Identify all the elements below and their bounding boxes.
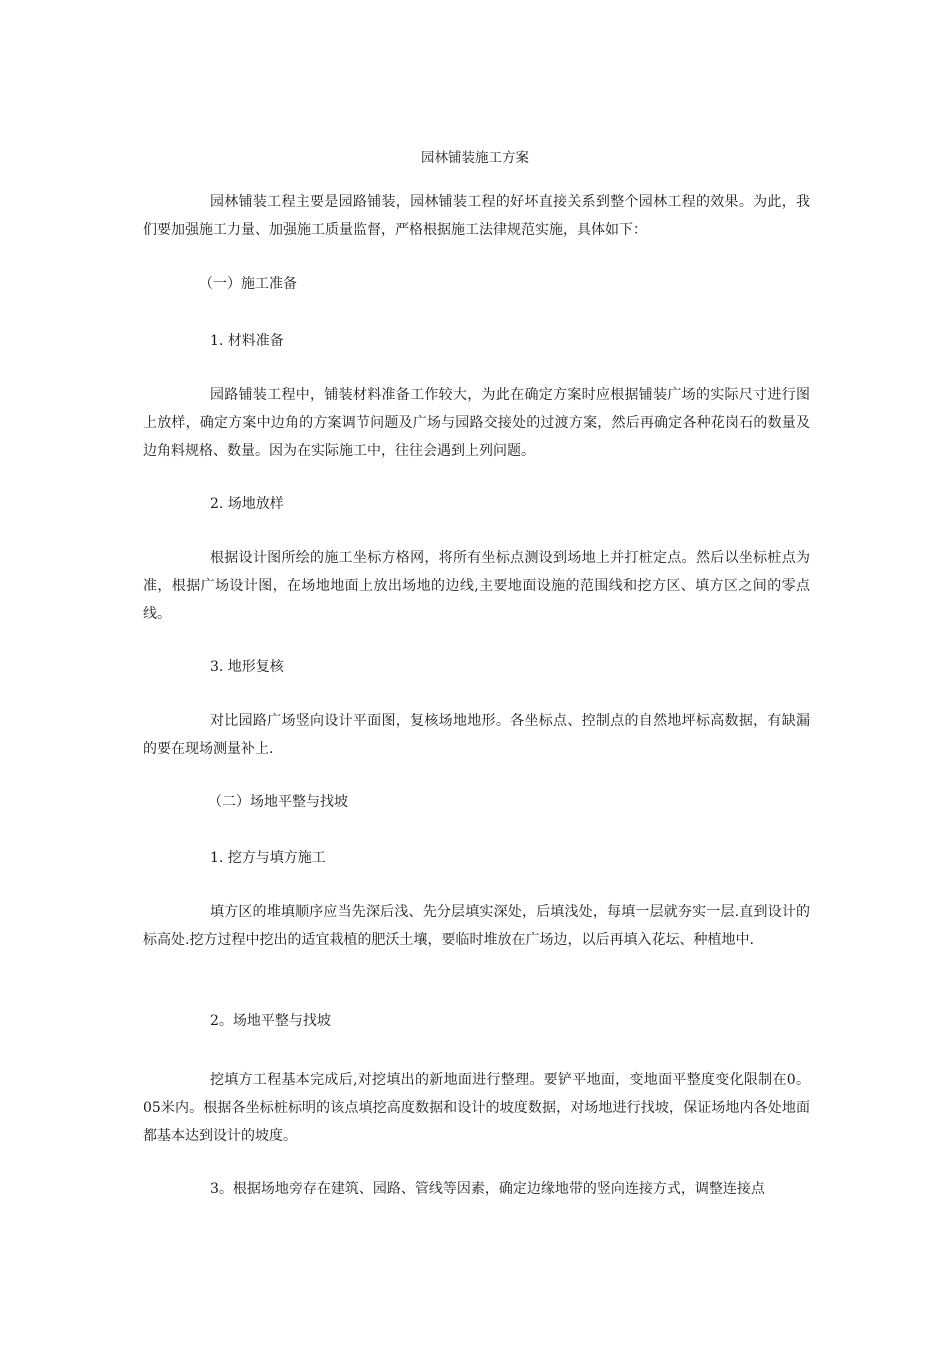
paragraph-materials: 园路铺装工程中，铺装材料准备工作较大，为此在确定方案时应根据铺装广场的实际尺寸进行图上放样，确定方案中边角的方案调节问题及广场与园路交接处的过渡方案，然后再确定各种花岗石的数量及边角料规格、数量。因为在实际施工中，往往会遇到上列问题。 [143, 387, 810, 459]
paragraph-layout: 根据设计图所绘的施工坐标方格网，将所有坐标点测设到场地上并打桩定点。然后以坐标桩点为准，根据广场设计图，在场地地面上放出场地的边线,主要地面设施的范围线和挖方区、填方区之间的零点线。 [143, 550, 810, 622]
item-heading-terrain-check: 3. 地形复核 [210, 659, 284, 675]
item-heading-cut-fill: 1. 挖方与填方施工 [210, 850, 326, 866]
paragraph-edge-connection: 3。根据场地旁存在建筑、园路、管线等因素，确定边缘地带的竖向连接方式，调整连接点 [210, 1181, 765, 1197]
intro-paragraph: 园林铺装工程主要是园路铺装，园林铺装工程的好坏直接关系到整个园林工程的效果。为此，我们要加强施工力量、加强施工质量监督，严格根据施工法律规范实施，具体如下： [143, 194, 810, 238]
item-heading-materials: 1. 材料准备 [210, 333, 284, 349]
section-heading-leveling: （二）场地平整与找坡 [208, 794, 348, 810]
item-heading-layout: 2. 场地放样 [210, 496, 284, 512]
paragraph-grading: 挖填方工程基本完成后,对挖填出的新地面进行整理。要铲平地面，变地面平整度变化限制在0。05米内。根据各坐标桩标明的该点填挖高度数据和设计的坡度数据，对场地进行找坡，保证场地内各处地面都基本达到设计的坡度。 [143, 1072, 810, 1144]
item-heading-grading: 2。场地平整与找坡 [210, 1013, 331, 1029]
paragraph-cut-fill: 填方区的堆填顺序应当先深后浅、先分层填实深处，后填浅处，每填一层就夯实一层.直到设计的标高处.挖方过程中挖出的适宜栽植的肥沃土壤，要临时堆放在广场边，以后再填入花坛、种植地中. [143, 904, 810, 948]
document-title: 园林铺装施工方案 [421, 150, 529, 166]
paragraph-terrain-check: 对比园路广场竖向设计平面图，复核场地地形。各坐标点、控制点的自然地坪标高数据，有缺漏的要在现场测量补上. [143, 713, 810, 757]
section-heading-preparation: （一）施工准备 [199, 276, 297, 292]
